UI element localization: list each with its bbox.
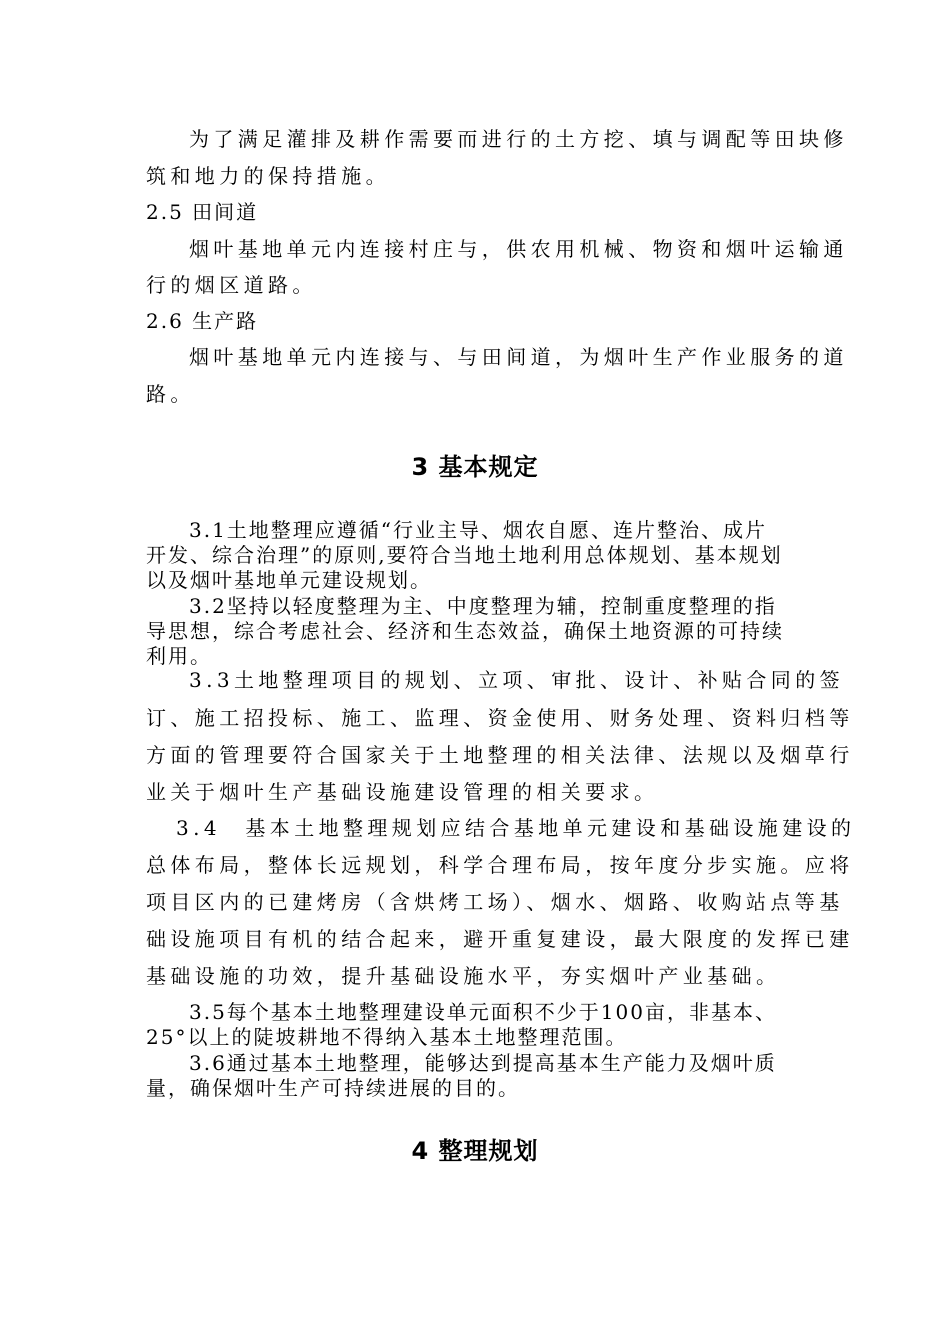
clause-3-3-line: 方面的管理要符合国家关于土地整理的相关法律、法规以及烟草行	[146, 743, 854, 767]
clause-3-3-line: 业关于烟叶生产基础设施建设管理的相关要求。	[146, 780, 659, 804]
subheading-2-5: 2.5 田间道	[146, 200, 259, 224]
clause-3-2-line: 3.2坚持以轻度整理为主、中度整理为辅，控制重度整理的指	[189, 594, 777, 618]
section-4-title: 4 整理规划	[411, 1137, 539, 1165]
section-3-title: 3 基本规定	[411, 453, 539, 481]
clause-3-4-line: 基础设施的功效，提升基础设施水平，夯实烟叶产业基础。	[146, 964, 781, 988]
paragraph-line: 路。	[146, 382, 195, 406]
clause-3-1-line: 开发、综合治理”的原则,要符合当地土地利用总体规划、基本规划	[146, 543, 783, 567]
clause-3-1-line: 3.1土地整理应遵循“行业主导、烟农自愿、连片整治、成片	[189, 518, 768, 542]
paragraph-line: 为了满足灌排及耕作需要而进行的土方挖、填与调配等田块修	[189, 127, 848, 151]
clause-3-2-line: 导思想，综合考虑社会、经济和生态效益，确保土地资源的可持续	[146, 619, 784, 643]
clause-3-3-line: 3.3土地整理项目的规划、立项、审批、设计、补贴合同的签	[189, 668, 845, 692]
subheading-2-6: 2.6 生产路	[146, 309, 259, 333]
clause-3-5-line: 3.5每个基本土地整理建设单元面积不少于100亩，非基本、	[189, 1000, 777, 1024]
clause-3-6-line: 3.6通过基本土地整理，能够达到提高基本生产能力及烟叶质	[189, 1051, 777, 1075]
paragraph-line: 筑和地力的保持措施。	[146, 164, 390, 188]
clause-3-4-line: 总体布局，整体长远规划，科学合理布局，按年度分步实施。应将	[146, 853, 854, 877]
paragraph-line: 烟叶基地单元内连接与、与田间道，为烟叶生产作业服务的道	[189, 345, 848, 369]
clause-3-2-line: 利用。	[146, 644, 212, 668]
clause-3-4-line: 础设施项目有机的结合起来，避开重复建设，最大限度的发挥已建	[146, 927, 854, 951]
clause-3-4-line: 3.4 基本土地整理规划应结合基地单元建设和基础设施建设的	[176, 816, 856, 840]
clause-3-4-line: 项目区内的已建烤房（含烘烤工场）、烟水、烟路、收购站点等基	[146, 890, 844, 914]
clause-3-5-line: 25°以上的陡坡耕地不得纳入基本土地整理范围。	[146, 1025, 628, 1049]
paragraph-line: 行的烟区道路。	[146, 273, 317, 297]
paragraph-line: 烟叶基地单元内连接村庄与，供农用机械、物资和烟叶运输通	[189, 237, 848, 261]
clause-3-6-line: 量，确保烟叶生产可持续进展的目的。	[146, 1076, 520, 1100]
clause-3-3-line: 订、施工招投标、施工、监理、资金使用、财务处理、资料归档等	[146, 706, 854, 730]
clause-3-1-line: 以及烟叶基地单元建设规划。	[146, 568, 432, 592]
